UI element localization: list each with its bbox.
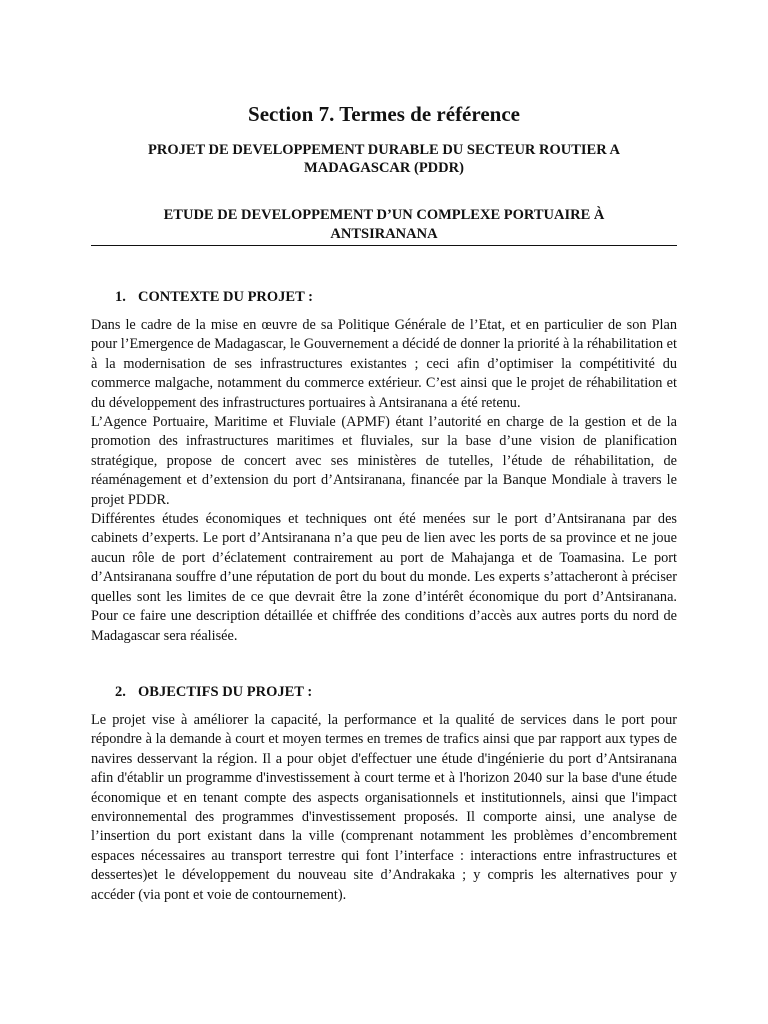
section-title: Section 7. Termes de référence (248, 102, 520, 126)
section-heading-text: CONTEXTE DU PROJET : (138, 289, 313, 305)
paragraph: Différentes études économiques et techniques ont été menées sur le port d’Antsiranana par des cabinets d’experts. Le port d’Antsiranana n’a que peu de lien avec les ports de sa province et ne joue aucun rôle de port d’éclatement contrairement au port de Mahajanga et de Toamasina. Le port d’Antsiranana souffre d’une réputation de port du bout du monde. Les experts s’attacheront à préciser quelles sont les limites de ce que devrait être la zone d’intérêt économique du port d’Antsiranana. Pour ce faire une description détaillée et chiffrée des conditions d’accès aux autres ports du nord de Madagascar sera réalisée. (91, 511, 677, 644)
paragraph: Dans le cadre de la mise en œuvre de sa Politique Générale de l’Etat, et en particulier de son Plan pour l’Emergence de Madagascar, le Gouvernement a décidé de donner la priorité à la réhabilitation et à la modernisation de ses infrastructures existantes ; ceci afin d’optimiser la compétitivité du commerce malgache, notamment du commerce extérieur. C’est ainsi que le projet de réhabilitation et du développement des infrastructures portuaires à Antsiranana a été retenu. (91, 317, 677, 411)
title-divider (91, 245, 677, 246)
project-title: PROJET DE DEVELOPPEMENT DURABLE DU SECTEUR ROUTIER A MADAGASCAR (PDDR) (147, 142, 620, 176)
section-heading-objectifs (115, 683, 312, 701)
section-heading-contexte (115, 288, 313, 306)
study-title: ETUDE DE DEVELOPPEMENT D’UN COMPLEXE PORTUAIRE À ANTSIRANANA (163, 207, 605, 242)
section-body-objectifs (91, 711, 677, 905)
paragraph: L’Agence Portuaire, Maritime et Fluviale (APMF) étant l’autorité en charge de la gestion et de la promotion des infrastructures maritimes et fluviales, sur la base d’une vision de planification stratégique, propose de concert avec ses ministères de tutelles, l’étude de réhabilitation, de réaménagement et d’extension du port d’Antsiranana, financée par la Banque Mondiale à travers le projet PDDR. (91, 414, 677, 508)
section-number: 2. (115, 684, 126, 700)
paragraph: Le projet vise à améliorer la capacité, la performance et la qualité de services dans le port pour répondre à la demande à court et moyen termes en tremes de trafics ainsi que par rapport aux types de navires desservant la région. Il a pour objet d'effectuer une étude d'ingénierie du port d’Antsiranana afin d'établir un programme d'investissement à court terme et à l'horizon 2040 sur la base d'une étude économique et en tenant compte des aspects organisationnels et institutionnels, ainsi que l'impact environnemental des programmes d'investissement proposés. Il comporte ainsi, une analyse de l’insertion du port existant dans la ville (comprenant notamment les problèmes d’encombrement espaces nécessaires au transport terrestre qui font l’interface : interactions entre infrastructures et dessertes)et le développement du nouveau site d’Andrakaka ; y compris les alternatives pour y accéder (via pont et voie de contournement). (91, 712, 677, 903)
section-heading-text: OBJECTIFS DU PROJET : (138, 684, 313, 700)
section-number: 1. (115, 289, 126, 305)
section-body-contexte (91, 316, 677, 646)
